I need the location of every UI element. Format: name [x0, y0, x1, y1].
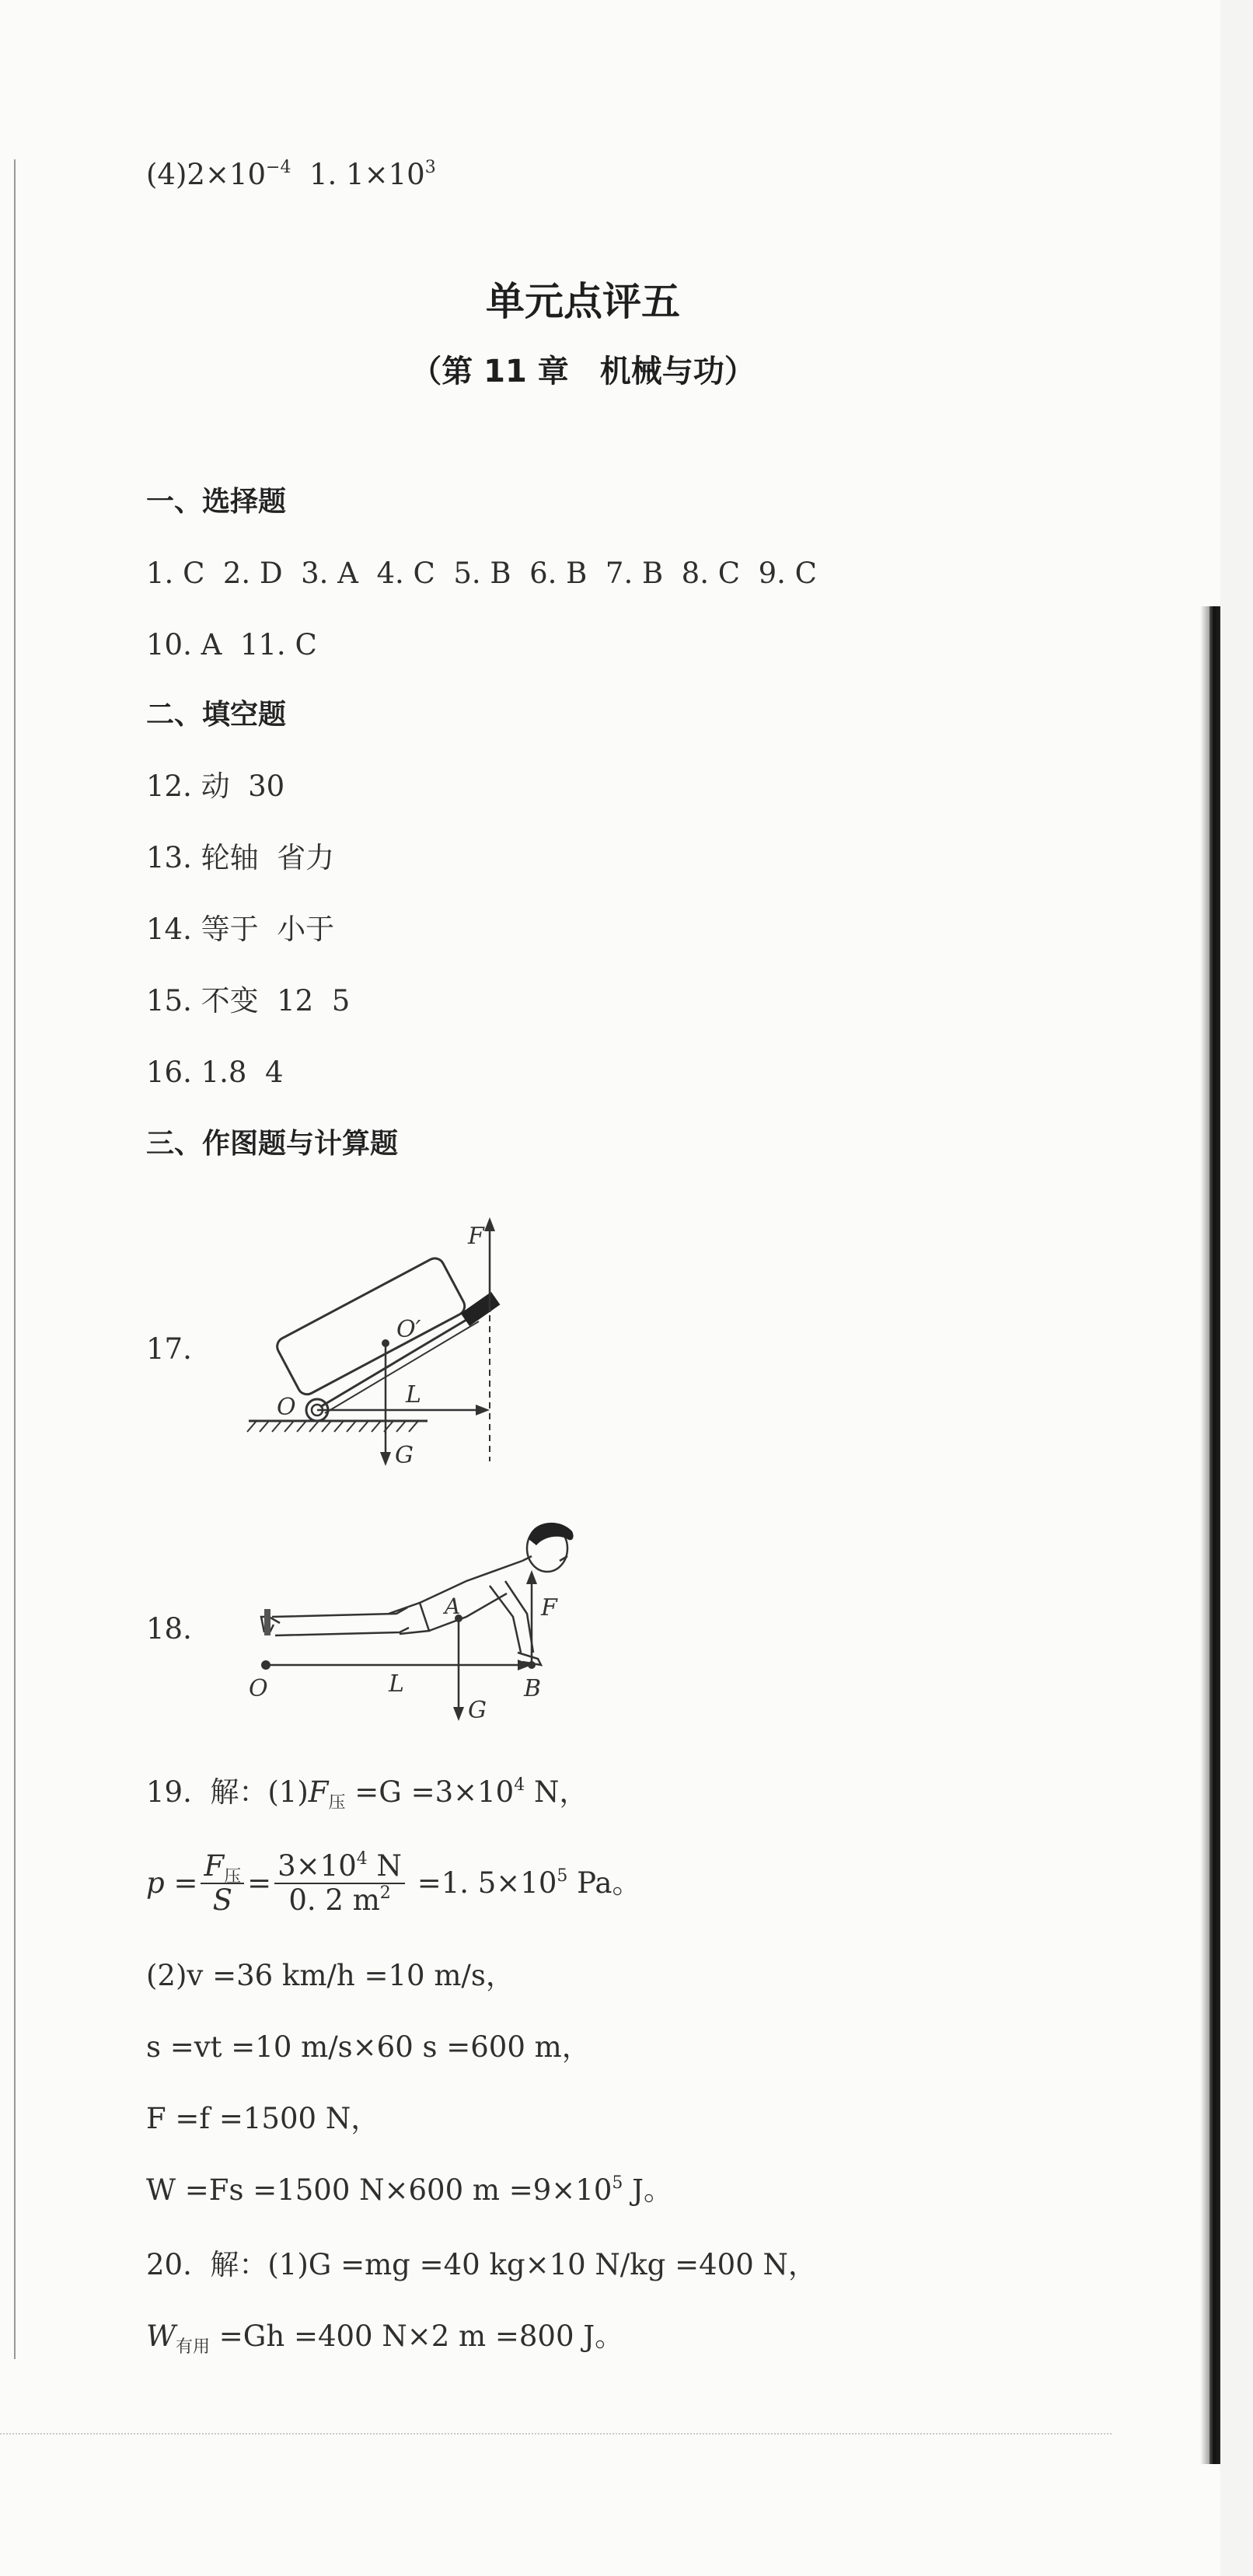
q18-diagram-svg — [233, 1500, 637, 1733]
q18-number: 18. — [146, 1612, 192, 1646]
point-O — [261, 1660, 270, 1670]
q19-force-line: F =f =1500 N， — [146, 2102, 380, 2135]
q17-lever-figure — [233, 1213, 560, 1469]
label-A: A — [445, 1593, 461, 1619]
section-fill-heading: 二、填空题 — [146, 699, 287, 731]
q17-diagram-svg — [233, 1213, 560, 1469]
q19-pressure-equation: p = $\frac{F_压}{S}$ = $\frac{3\times 10^4 N}{0. 2 m^2}$ =1. $5\times 10^5$ Pa。 — [146, 1849, 641, 1917]
person-outline — [261, 1525, 567, 1665]
toe-support — [264, 1609, 270, 1635]
q20-line-2: $W_{有用} =Gh =400$ N×2 m =800 J。 — [146, 2319, 624, 2357]
chapter-subtitle: （第 11 章 机械与功） — [410, 354, 756, 389]
label-G: G — [468, 1697, 487, 1724]
force-F-arrowhead — [526, 1570, 537, 1584]
q19-work-line: W =Fs =1500 N×600 $m =9\times 10^5$ J。 — [146, 2173, 672, 2207]
left-margin-rule — [14, 159, 16, 2359]
label-G: G — [395, 1442, 414, 1469]
label-L: L — [389, 1670, 404, 1698]
ground-hatching — [247, 1421, 418, 1432]
section-calc-heading: 三、作图题与计算题 — [146, 1128, 399, 1160]
fill-answer-12: 12. 动 30 — [146, 770, 285, 803]
label-O: O — [277, 1394, 296, 1421]
fill-answer-13: 13. 轮轴 省力 — [146, 841, 335, 874]
q20-line-1: 20. 解：(1)G =mg =40 kg×10 N/kg =400 N， — [146, 2248, 817, 2281]
choice-answers-line-1: 1. C 2. D 3. A 4. C 5. B 6. B 7. B 8. C 9. C — [146, 557, 817, 590]
handle-grip — [461, 1292, 501, 1326]
unit-title: 单元点评五 — [486, 279, 680, 324]
gravity-G-arrowhead — [380, 1452, 391, 1466]
binding-shadow — [1209, 606, 1220, 2464]
label-L: L — [406, 1381, 421, 1408]
fraction-F-over-S: $\frac{F_压}{S}$ — [201, 1850, 244, 1917]
q19-velocity-line: (2)v =36 km/h =10 m/s， — [146, 1959, 515, 1992]
force-F-arrowhead — [484, 1217, 495, 1231]
choice-answers-line-2: 10. A 11. C — [146, 628, 317, 661]
previous-answer-line: $(4)2\times 10^{-4}$ 1. $1\times 10^3$ — [146, 158, 436, 191]
lever-arm-L-arrowhead — [476, 1405, 490, 1415]
label-O-prime: O′ — [396, 1316, 421, 1343]
label-B: B — [524, 1675, 542, 1702]
section-choice-heading: 一、选择题 — [146, 486, 287, 518]
label-O: O — [249, 1675, 268, 1702]
q17-number: 17. — [146, 1332, 192, 1366]
fill-answer-16: 16. 1.8 4 — [146, 1056, 284, 1089]
q19-line-1: 19. 解：$(1)F_压 =G =3\times 10^4$ N， — [146, 1775, 588, 1813]
gravity-G-arrowhead — [453, 1707, 464, 1721]
q19-distance-line: s =vt =10 m/s×60 s =600 m， — [146, 2030, 591, 2064]
label-F: F — [468, 1223, 484, 1250]
bottom-dotted-rule — [0, 2433, 1112, 2435]
label-F: F — [541, 1594, 557, 1621]
fraction-values: $\frac{3\times 10^4 N}{0. 2 m^2}$ — [274, 1850, 405, 1917]
q18-pushup-figure — [233, 1500, 637, 1733]
fill-answer-15: 15. 不变 12 5 — [146, 984, 351, 1017]
fill-answer-14: 14. 等于 小于 — [146, 913, 335, 946]
binding-shadow-soft — [1200, 606, 1209, 2464]
